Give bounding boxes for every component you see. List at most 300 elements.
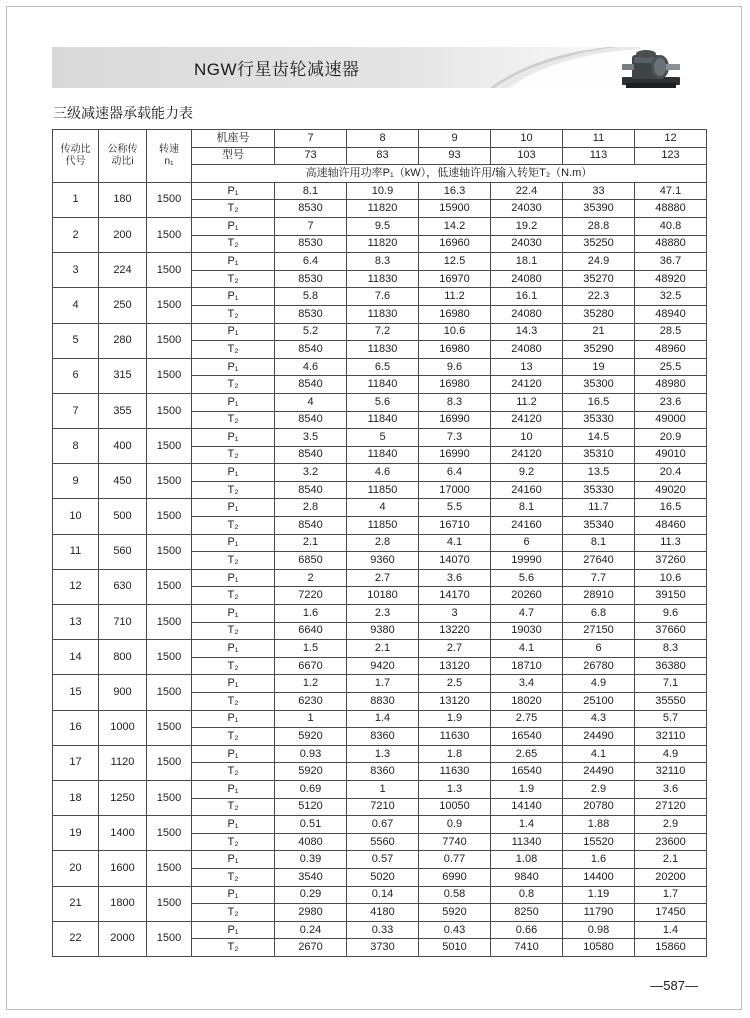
t2-value-cell: 35550 <box>635 693 707 711</box>
t2-value-cell: 16710 <box>419 517 491 535</box>
ratio-code-cell: 19 <box>53 816 99 851</box>
p1-value-cell: 14.5 <box>563 429 635 447</box>
t2-value-cell: 24120 <box>491 376 563 394</box>
p1-value-cell: 6 <box>563 640 635 658</box>
t2-value-cell: 7210 <box>347 798 419 816</box>
speed-cell: 1500 <box>147 429 192 464</box>
p1-value-cell: 33 <box>563 182 635 200</box>
speed-cell: 1500 <box>147 816 192 851</box>
param-label-t2: T₂ <box>192 341 275 359</box>
ratio-value-cell: 1250 <box>99 780 147 815</box>
ratio-code-cell: 18 <box>53 780 99 815</box>
t2-value-cell: 10180 <box>347 587 419 605</box>
table-row <box>53 710 707 728</box>
t2-value-cell: 48960 <box>635 341 707 359</box>
ratio-value-cell: 900 <box>99 675 147 710</box>
p1-value-cell: 8.1 <box>275 182 347 200</box>
t2-value-cell: 36380 <box>635 657 707 675</box>
t2-value-cell: 15520 <box>563 833 635 851</box>
t2-value-cell: 35300 <box>563 376 635 394</box>
p1-value-cell: 28.5 <box>635 323 707 341</box>
ratio-code-cell: 16 <box>53 710 99 745</box>
p1-value-cell: 11.2 <box>419 288 491 306</box>
p1-value-cell: 9.6 <box>419 358 491 376</box>
p1-value-cell: 4.6 <box>275 358 347 376</box>
t2-value-cell: 24160 <box>491 517 563 535</box>
p1-value-cell: 1.9 <box>419 710 491 728</box>
t2-value-cell: 11340 <box>491 833 563 851</box>
t2-value-cell: 8540 <box>275 517 347 535</box>
t2-value-cell: 24030 <box>491 235 563 253</box>
t2-value-cell: 17450 <box>635 904 707 922</box>
t2-value-cell: 24160 <box>491 481 563 499</box>
p1-value-cell: 3.6 <box>419 569 491 587</box>
p1-value-cell: 1.7 <box>347 675 419 693</box>
p1-value-cell: 2.9 <box>563 780 635 798</box>
p1-value-cell: 6.4 <box>275 253 347 271</box>
p1-value-cell: 2.75 <box>491 710 563 728</box>
p1-value-cell: 4 <box>347 499 419 517</box>
table-row <box>53 569 707 587</box>
t2-value-cell: 11630 <box>419 763 491 781</box>
ratio-code-cell: 13 <box>53 605 99 640</box>
p1-value-cell: 22.4 <box>491 182 563 200</box>
ratio-value-cell: 355 <box>99 393 147 428</box>
model-cell: 113 <box>563 147 635 165</box>
t2-value-cell: 24080 <box>491 341 563 359</box>
model-cell: 83 <box>347 147 419 165</box>
p1-value-cell: 1.9 <box>491 780 563 798</box>
t2-value-cell: 11840 <box>347 376 419 394</box>
t2-value-cell: 8540 <box>275 481 347 499</box>
t2-value-cell: 16990 <box>419 411 491 429</box>
t2-value-cell: 35310 <box>563 446 635 464</box>
gear-reducer-image <box>620 45 682 91</box>
t2-value-cell: 19030 <box>491 622 563 640</box>
p1-value-cell: 6.8 <box>563 605 635 623</box>
p1-value-cell: 1.08 <box>491 851 563 869</box>
table-row <box>53 886 707 904</box>
t2-value-cell: 18710 <box>491 657 563 675</box>
t2-value-cell: 11840 <box>347 411 419 429</box>
t2-value-cell: 23600 <box>635 833 707 851</box>
p1-value-cell: 4.6 <box>347 464 419 482</box>
p1-value-cell: 2.1 <box>635 851 707 869</box>
p1-value-cell: 28.8 <box>563 217 635 235</box>
p1-value-cell: 5.7 <box>635 710 707 728</box>
frame-cell: 8 <box>347 130 419 148</box>
t2-value-cell: 15900 <box>419 200 491 218</box>
t2-value-cell: 5010 <box>419 939 491 957</box>
t2-value-cell: 11820 <box>347 200 419 218</box>
p1-value-cell: 3 <box>419 605 491 623</box>
p1-value-cell: 0.8 <box>491 886 563 904</box>
param-label-t2: T₂ <box>192 200 275 218</box>
t2-value-cell: 32110 <box>635 728 707 746</box>
p1-value-cell: 1.2 <box>275 675 347 693</box>
p1-value-cell: 19 <box>563 358 635 376</box>
t2-value-cell: 20260 <box>491 587 563 605</box>
p1-value-cell: 4.1 <box>419 534 491 552</box>
table-row <box>53 780 707 798</box>
t2-value-cell: 2980 <box>275 904 347 922</box>
param-label-t2: T₂ <box>192 587 275 605</box>
p1-value-cell: 18.1 <box>491 253 563 271</box>
table-row <box>53 253 707 271</box>
p1-value-cell: 1 <box>347 780 419 798</box>
table-row <box>53 605 707 623</box>
p1-value-cell: 20.9 <box>635 429 707 447</box>
table-row <box>53 921 707 939</box>
p1-value-cell: 2.7 <box>419 640 491 658</box>
t2-value-cell: 28910 <box>563 587 635 605</box>
ratio-value-cell: 710 <box>99 605 147 640</box>
t2-value-cell: 16990 <box>419 446 491 464</box>
p1-value-cell: 1 <box>275 710 347 728</box>
ratio-code-cell: 22 <box>53 921 99 956</box>
ratio-code-cell: 8 <box>53 429 99 464</box>
p1-value-cell: 10.9 <box>347 182 419 200</box>
t2-value-cell: 3540 <box>275 868 347 886</box>
t2-value-cell: 10580 <box>563 939 635 957</box>
ratio-code-cell: 15 <box>53 675 99 710</box>
p1-value-cell: 0.66 <box>491 921 563 939</box>
p1-value-cell: 0.57 <box>347 851 419 869</box>
ratio-code-cell: 12 <box>53 569 99 604</box>
page-title: NGW行星齿轮减速器 <box>194 60 360 79</box>
t2-value-cell: 16980 <box>419 341 491 359</box>
p1-value-cell: 11.7 <box>563 499 635 517</box>
p1-value-cell: 9.2 <box>491 464 563 482</box>
table-row <box>53 288 707 306</box>
p1-value-cell: 9.5 <box>347 217 419 235</box>
p1-value-cell: 5.5 <box>419 499 491 517</box>
table-row <box>53 464 707 482</box>
ratio-code-cell: 9 <box>53 464 99 499</box>
param-label-t2: T₂ <box>192 376 275 394</box>
p1-value-cell: 4 <box>275 393 347 411</box>
t2-value-cell: 8540 <box>275 446 347 464</box>
t2-value-cell: 37260 <box>635 552 707 570</box>
p1-value-cell: 10.6 <box>419 323 491 341</box>
p1-value-cell: 8.1 <box>563 534 635 552</box>
param-label-p1: P₁ <box>192 605 275 623</box>
param-label-t2: T₂ <box>192 833 275 851</box>
t2-value-cell: 7220 <box>275 587 347 605</box>
p1-value-cell: 1.4 <box>491 816 563 834</box>
t2-value-cell: 5560 <box>347 833 419 851</box>
t2-value-cell: 5020 <box>347 868 419 886</box>
t2-value-cell: 48920 <box>635 270 707 288</box>
p1-value-cell: 5.2 <box>275 323 347 341</box>
p1-value-cell: 4.7 <box>491 605 563 623</box>
param-label-p1: P₁ <box>192 393 275 411</box>
ratio-code-cell: 20 <box>53 851 99 886</box>
p1-value-cell: 7.1 <box>635 675 707 693</box>
speed-cell: 1500 <box>147 851 192 886</box>
speed-cell: 1500 <box>147 745 192 780</box>
p1-value-cell: 1.5 <box>275 640 347 658</box>
t2-value-cell: 3730 <box>347 939 419 957</box>
ratio-value-cell: 500 <box>99 499 147 534</box>
param-label-p1: P₁ <box>192 217 275 235</box>
p1-value-cell: 1.6 <box>563 851 635 869</box>
t2-value-cell: 4180 <box>347 904 419 922</box>
param-label-t2: T₂ <box>192 517 275 535</box>
p1-value-cell: 1.4 <box>635 921 707 939</box>
t2-value-cell: 11830 <box>347 305 419 323</box>
p1-value-cell: 0.9 <box>419 816 491 834</box>
t2-value-cell: 26780 <box>563 657 635 675</box>
t2-value-cell: 35280 <box>563 305 635 323</box>
p1-value-cell: 4.3 <box>563 710 635 728</box>
frame-cell: 10 <box>491 130 563 148</box>
param-label-p1: P₁ <box>192 253 275 271</box>
t2-value-cell: 24120 <box>491 411 563 429</box>
t2-value-cell: 35340 <box>563 517 635 535</box>
t2-value-cell: 35290 <box>563 341 635 359</box>
p1-value-cell: 0.77 <box>419 851 491 869</box>
param-label-t2: T₂ <box>192 904 275 922</box>
ratio-code-cell: 6 <box>53 358 99 393</box>
t2-value-cell: 8530 <box>275 200 347 218</box>
frame-cell: 12 <box>635 130 707 148</box>
t2-value-cell: 16540 <box>491 763 563 781</box>
t2-value-cell: 8250 <box>491 904 563 922</box>
t2-value-cell: 27150 <box>563 622 635 640</box>
ratio-code-cell: 10 <box>53 499 99 534</box>
t2-value-cell: 4080 <box>275 833 347 851</box>
param-label-p1: P₁ <box>192 745 275 763</box>
param-label-p1: P₁ <box>192 182 275 200</box>
speed-cell: 1500 <box>147 217 192 252</box>
ratio-value-cell: 1120 <box>99 745 147 780</box>
ratio-value-cell: 1600 <box>99 851 147 886</box>
frame-cell: 7 <box>275 130 347 148</box>
p1-value-cell: 16.5 <box>563 393 635 411</box>
ratio-value-cell: 250 <box>99 288 147 323</box>
t2-value-cell: 5920 <box>419 904 491 922</box>
p1-value-cell: 32.5 <box>635 288 707 306</box>
t2-value-cell: 5120 <box>275 798 347 816</box>
t2-value-cell: 13120 <box>419 657 491 675</box>
p1-value-cell: 4.9 <box>563 675 635 693</box>
t2-value-cell: 11850 <box>347 517 419 535</box>
ratio-code-cell: 5 <box>53 323 99 358</box>
p1-value-cell: 0.29 <box>275 886 347 904</box>
param-label-p1: P₁ <box>192 464 275 482</box>
t2-value-cell: 35330 <box>563 481 635 499</box>
ratio-code-cell: 1 <box>53 182 99 217</box>
param-label-p1: P₁ <box>192 499 275 517</box>
p1-value-cell: 13.5 <box>563 464 635 482</box>
p1-value-cell: 20.4 <box>635 464 707 482</box>
param-label-p1: P₁ <box>192 710 275 728</box>
t2-value-cell: 32110 <box>635 763 707 781</box>
p1-value-cell: 0.98 <box>563 921 635 939</box>
model-cell: 73 <box>275 147 347 165</box>
frame-label: 机座号 <box>192 130 275 148</box>
t2-value-cell: 7410 <box>491 939 563 957</box>
param-label-p1: P₁ <box>192 288 275 306</box>
t2-value-cell: 9420 <box>347 657 419 675</box>
t2-value-cell: 8530 <box>275 305 347 323</box>
t2-value-cell: 48940 <box>635 305 707 323</box>
p1-value-cell: 2.9 <box>635 816 707 834</box>
p1-value-cell: 4.9 <box>635 745 707 763</box>
p1-value-cell: 5.8 <box>275 288 347 306</box>
p1-value-cell: 9.6 <box>635 605 707 623</box>
p1-value-cell: 2.1 <box>347 640 419 658</box>
speed-cell: 1500 <box>147 780 192 815</box>
param-label-t2: T₂ <box>192 939 275 957</box>
table-row <box>53 217 707 235</box>
table-row <box>53 816 707 834</box>
ratio-code-cell: 7 <box>53 393 99 428</box>
table-row <box>53 182 707 200</box>
speed-cell: 1500 <box>147 534 192 569</box>
p1-value-cell: 3.6 <box>635 780 707 798</box>
t2-value-cell: 35330 <box>563 411 635 429</box>
p1-value-cell: 3.4 <box>491 675 563 693</box>
p1-value-cell: 7.6 <box>347 288 419 306</box>
p1-value-cell: 2.1 <box>275 534 347 552</box>
t2-value-cell: 17000 <box>419 481 491 499</box>
p1-value-cell: 1.3 <box>419 780 491 798</box>
table-row <box>53 499 707 517</box>
ratio-value-cell: 200 <box>99 217 147 252</box>
t2-value-cell: 37660 <box>635 622 707 640</box>
speed-cell: 1500 <box>147 464 192 499</box>
p1-value-cell: 16.3 <box>419 182 491 200</box>
frame-cell: 11 <box>563 130 635 148</box>
t2-value-cell: 10050 <box>419 798 491 816</box>
t2-value-cell: 11790 <box>563 904 635 922</box>
t2-value-cell: 14170 <box>419 587 491 605</box>
t2-value-cell: 9360 <box>347 552 419 570</box>
ratio-value-cell: 800 <box>99 640 147 675</box>
ratio-value-cell: 180 <box>99 182 147 217</box>
p1-value-cell: 14.3 <box>491 323 563 341</box>
p1-value-cell: 12.5 <box>419 253 491 271</box>
t2-value-cell: 48980 <box>635 376 707 394</box>
p1-value-cell: 8.3 <box>347 253 419 271</box>
t2-value-cell: 39150 <box>635 587 707 605</box>
section-title: 三级减速器承载能力表 <box>53 105 193 121</box>
t2-value-cell: 11820 <box>347 235 419 253</box>
t2-value-cell: 16980 <box>419 305 491 323</box>
t2-value-cell: 48880 <box>635 235 707 253</box>
speed-cell: 1500 <box>147 323 192 358</box>
p1-value-cell: 0.24 <box>275 921 347 939</box>
p1-value-cell: 47.1 <box>635 182 707 200</box>
t2-value-cell: 8540 <box>275 376 347 394</box>
page-number: —587— <box>650 978 698 993</box>
p1-value-cell: 7.2 <box>347 323 419 341</box>
t2-value-cell: 9840 <box>491 868 563 886</box>
p1-value-cell: 3.2 <box>275 464 347 482</box>
t2-value-cell: 49020 <box>635 481 707 499</box>
model-cell: 123 <box>635 147 707 165</box>
p1-value-cell: 25.5 <box>635 358 707 376</box>
model-cell: 103 <box>491 147 563 165</box>
t2-value-cell: 2670 <box>275 939 347 957</box>
model-label: 型号 <box>192 147 275 165</box>
table-row <box>53 429 707 447</box>
t2-value-cell: 8540 <box>275 341 347 359</box>
p1-value-cell: 7.7 <box>563 569 635 587</box>
p1-value-cell: 14.2 <box>419 217 491 235</box>
ratio-value-cell: 280 <box>99 323 147 358</box>
p1-value-cell: 40.8 <box>635 217 707 235</box>
p1-value-cell: 19.2 <box>491 217 563 235</box>
speed-cell: 1500 <box>147 358 192 393</box>
speed-cell: 1500 <box>147 393 192 428</box>
p1-value-cell: 8.3 <box>635 640 707 658</box>
t2-value-cell: 15860 <box>635 939 707 957</box>
p1-value-cell: 1.88 <box>563 816 635 834</box>
param-label-t2: T₂ <box>192 411 275 429</box>
p1-value-cell: 0.14 <box>347 886 419 904</box>
speed-cell: 1500 <box>147 499 192 534</box>
p1-value-cell: 16.5 <box>635 499 707 517</box>
t2-value-cell: 8540 <box>275 411 347 429</box>
p1-value-cell: 2.3 <box>347 605 419 623</box>
param-label-p1: P₁ <box>192 851 275 869</box>
p1-value-cell: 6.5 <box>347 358 419 376</box>
param-label-t2: T₂ <box>192 798 275 816</box>
ratio-value-cell: 450 <box>99 464 147 499</box>
p1-value-cell: 1.6 <box>275 605 347 623</box>
ratio-code-cell: 3 <box>53 253 99 288</box>
param-label-p1: P₁ <box>192 780 275 798</box>
p1-value-cell: 11.2 <box>491 393 563 411</box>
t2-value-cell: 35270 <box>563 270 635 288</box>
param-label-t2: T₂ <box>192 235 275 253</box>
p1-value-cell: 0.93 <box>275 745 347 763</box>
p1-value-cell: 6 <box>491 534 563 552</box>
param-label-t2: T₂ <box>192 763 275 781</box>
t2-value-cell: 6670 <box>275 657 347 675</box>
t2-value-cell: 11850 <box>347 481 419 499</box>
speed-cell: 1500 <box>147 288 192 323</box>
table-row <box>53 393 707 411</box>
p1-value-cell: 5.6 <box>491 569 563 587</box>
p1-value-cell: 1.19 <box>563 886 635 904</box>
p1-value-cell: 7 <box>275 217 347 235</box>
header-swoosh <box>470 47 720 88</box>
speed-cell: 1500 <box>147 921 192 956</box>
model-cell: 93 <box>419 147 491 165</box>
ratio-code-cell: 17 <box>53 745 99 780</box>
t2-value-cell: 14400 <box>563 868 635 886</box>
speed-cell: 1500 <box>147 182 192 217</box>
t2-value-cell: 8360 <box>347 728 419 746</box>
p1-value-cell: 8.1 <box>491 499 563 517</box>
t2-value-cell: 35250 <box>563 235 635 253</box>
table-row <box>53 851 707 869</box>
t2-value-cell: 49010 <box>635 446 707 464</box>
t2-value-cell: 8830 <box>347 693 419 711</box>
t2-value-cell: 14070 <box>419 552 491 570</box>
param-label-t2: T₂ <box>192 270 275 288</box>
p1-value-cell: 7.3 <box>419 429 491 447</box>
t2-value-cell: 8360 <box>347 763 419 781</box>
p1-value-cell: 5 <box>347 429 419 447</box>
p1-value-cell: 0.67 <box>347 816 419 834</box>
param-label-p1: P₁ <box>192 886 275 904</box>
p1-value-cell: 0.43 <box>419 921 491 939</box>
